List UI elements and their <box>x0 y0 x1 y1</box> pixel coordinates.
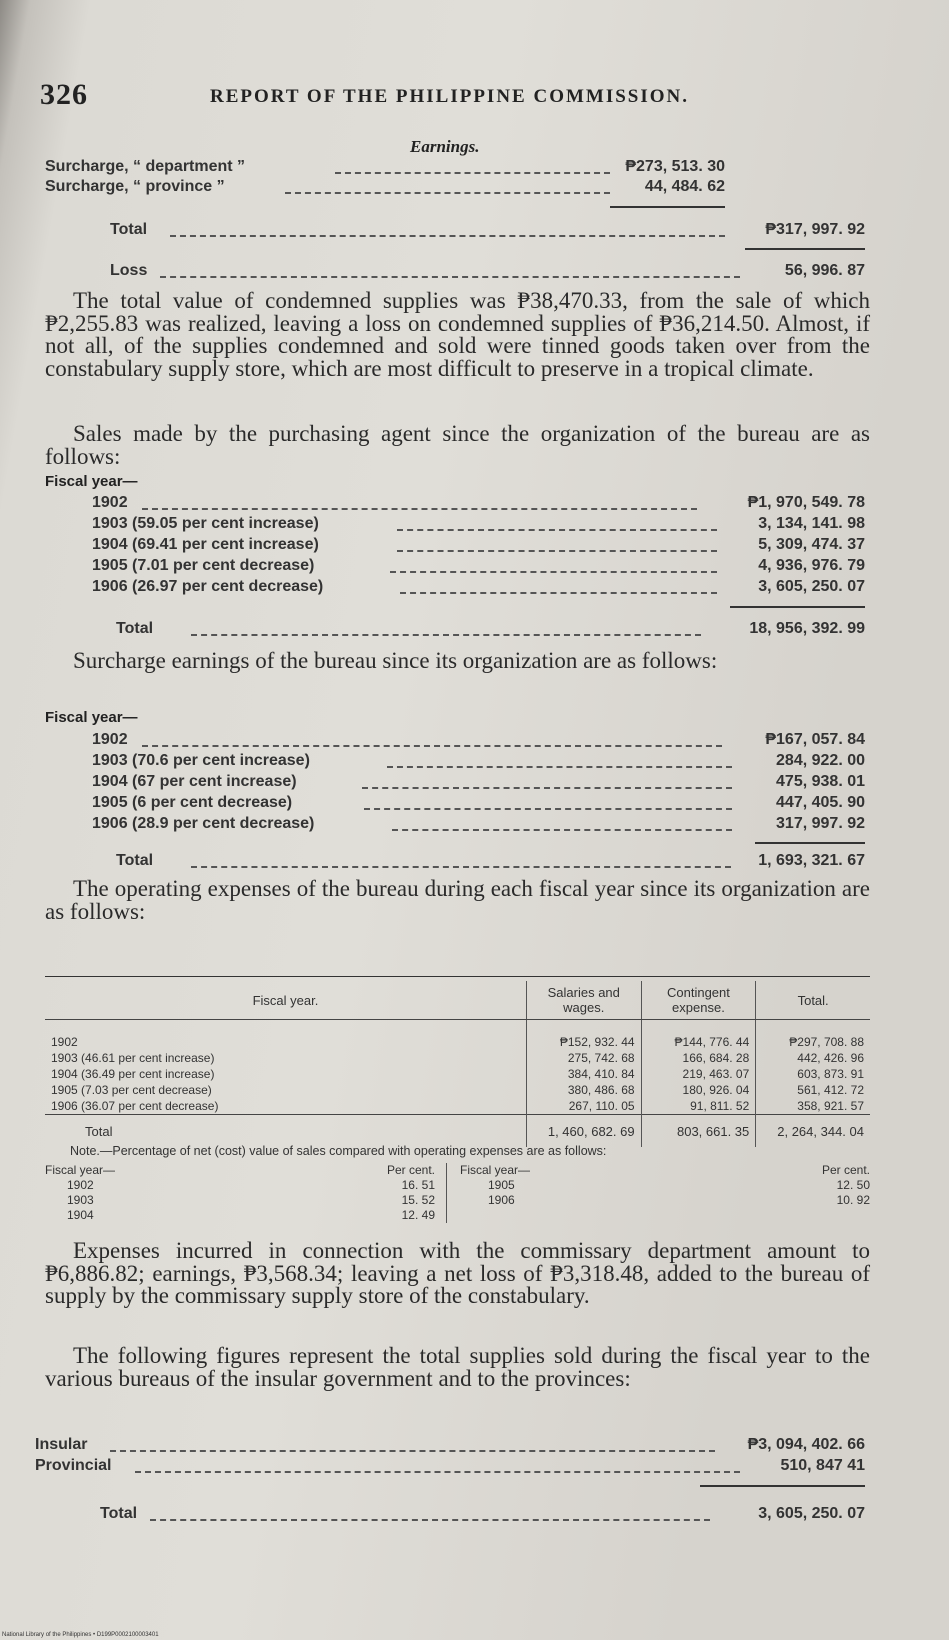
leader-dots <box>362 787 732 789</box>
earnings-total-row <box>110 221 865 243</box>
surcharge-row: 1903 (70.6 per cent increase) 284, 922. 00 <box>92 752 865 769</box>
leader-dots <box>191 634 701 636</box>
sum-rule <box>730 606 865 608</box>
surcharge-row: 1902 ₱167, 057. 84 <box>92 731 865 748</box>
sales-row: 1903 (59.05 per cent increase) 3, 134, 141. 98 <box>92 515 865 532</box>
fiscal-year-label: Fiscal year— <box>45 473 138 490</box>
total-value: ₱317, 997. 92 <box>765 221 865 238</box>
loss-value: 56, 996. 87 <box>784 262 865 279</box>
column-header-total: Total. <box>756 981 870 1020</box>
sales-row: 1904 (69.41 per cent increase) 5, 309, 474. 37 <box>92 536 865 553</box>
earnings-caption: Earnings. <box>410 137 480 156</box>
earnings-row <box>45 178 725 200</box>
supplies-row: Provincial 510, 847 41 <box>35 1457 865 1474</box>
scan-footer: National Library of the Philippines • D199P0002100003401 <box>2 1632 159 1638</box>
leader-dots <box>397 529 717 531</box>
note-divider <box>446 1163 447 1223</box>
paragraph-supplies-sold-intro: The following figures represent the total supplies sold during the fiscal year to the various bureaus of the insular government and to the provinces: <box>45 1343 870 1391</box>
loss-label: Loss <box>110 262 148 279</box>
paragraph-operating-expenses-intro: The operating expenses of the bureau during each fiscal year since its organization are as follows: <box>45 876 870 924</box>
table-total-row: Total 1, 460, 682. 69 803, 661. 35 2, 264, 344. 04 <box>45 1115 870 1148</box>
leader-dots <box>335 172 610 174</box>
earnings-label: Surcharge, “ province ” <box>45 178 225 195</box>
earnings-value: 44, 484. 62 <box>644 178 725 195</box>
table-row: 1904 (36.49 per cent increase) 384, 410. 84 219, 463. 07 603, 873. 91 <box>45 1066 870 1082</box>
paragraph-condemned-supplies: The total value of condemned supplies was ₱38,470.33, from the sale of which ₱2,255.83 was realized, leaving a loss on condemned supplies of ₱36,214.50. Almost, if not all, of the supplies condemned and sold were tinned goods taken over from the constabulary supply store, which are most difficult to preserve in a tropical climate. <box>45 288 870 381</box>
surcharge-row: 1904 (67 per cent increase) 475, 938. 01 <box>92 773 865 790</box>
leader-dots <box>364 808 732 810</box>
table-top-rule <box>45 976 870 977</box>
leader-dots <box>397 550 717 552</box>
column-header-contingent: Contingent expense. <box>641 981 756 1020</box>
leader-dots <box>392 829 732 831</box>
page-header <box>40 78 910 118</box>
leader-dots <box>142 508 697 510</box>
leader-dots <box>135 1471 740 1473</box>
sum-rule <box>700 1485 865 1487</box>
leader-dots <box>390 571 717 573</box>
table-note: Note.—Percentage of net (cost) value of sales compared with operating expenses are as follows: <box>70 1144 607 1158</box>
paragraph-commissary: Expenses incurred in connection with the commissary department amount to ₱6,886.82; earnings, ₱3,568.34; leaving a net loss of ₱3,318.48, added to the bureau of supply by the commissary supply store of the constabulary. <box>45 1238 870 1308</box>
earnings-row <box>45 158 725 180</box>
sum-rule <box>745 248 865 250</box>
sales-row: 1906 (26.97 per cent decrease) 3, 605, 250. 07 <box>92 578 865 595</box>
leader-dots <box>285 192 610 194</box>
leader-dots <box>387 766 732 768</box>
leader-dots <box>160 276 740 278</box>
surcharge-total-row: Total 1, 693, 321. 67 <box>116 852 865 869</box>
sum-rule <box>610 206 725 208</box>
earnings-value: ₱273, 513. 30 <box>625 158 725 175</box>
leader-dots <box>170 235 725 237</box>
operating-expenses-table <box>45 981 870 1147</box>
sum-rule <box>755 842 865 844</box>
table-row: 1905 (7.03 per cent decrease) 380, 486. 68 180, 926. 04 561, 412. 72 <box>45 1082 870 1098</box>
loss-row <box>110 262 865 284</box>
supplies-total-row: Total 3, 605, 250. 07 <box>100 1505 865 1522</box>
fiscal-year-label: Fiscal year— <box>45 709 138 726</box>
table-header-row <box>45 981 870 1020</box>
leader-dots <box>142 745 722 747</box>
leader-dots <box>150 1519 710 1521</box>
sales-row: 1905 (7.01 per cent decrease) 4, 936, 976. 79 <box>92 557 865 574</box>
total-label: Total <box>110 221 148 238</box>
leader-dots <box>110 1450 715 1452</box>
sales-row: 1902 ₱1, 970, 549. 78 <box>92 494 865 511</box>
note-left-column: Fiscal year— Per cent. 1902 16. 51 1903 15. 52 1904 12. 49 <box>45 1163 435 1222</box>
table-row: 1902 ₱152, 932. 44 ₱144, 776. 44 ₱297, 708. 88 <box>45 1020 870 1051</box>
column-header-salaries: Salaries and wages. <box>526 981 641 1020</box>
paragraph-surcharge-intro: Surcharge earnings of the bureau since its organization are as follows: <box>73 648 718 673</box>
table-row: 1906 (36.07 per cent decrease) 267, 110. 05 91, 811. 52 358, 921. 57 <box>45 1098 870 1115</box>
leader-dots <box>191 866 731 868</box>
leader-dots <box>400 592 717 594</box>
surcharge-row: 1906 (28.9 per cent decrease) 317, 997. 92 <box>92 815 865 832</box>
note-right-column: Fiscal year— Per cent. 1905 12. 50 1906 10. 92 <box>460 1163 870 1207</box>
supplies-row: Insular ₱3, 094, 402. 66 <box>35 1436 865 1453</box>
paragraph-sales-intro: Sales made by the purchasing agent since the organization of the bureau are as follows: <box>45 421 870 469</box>
surcharge-row: 1905 (6 per cent decrease) 447, 405. 90 <box>92 794 865 811</box>
sales-total-row: Total 18, 956, 392. 99 <box>116 620 865 637</box>
running-title: REPORT OF THE PHILIPPINE COMMISSION. <box>210 86 690 107</box>
column-header-fiscal-year: Fiscal year. <box>45 981 526 1020</box>
page-number: 326 <box>40 78 88 111</box>
table-row: 1903 (46.61 per cent increase) 275, 742. 68 166, 684. 28 442, 426. 96 <box>45 1050 870 1066</box>
earnings-label: Surcharge, “ department ” <box>45 158 246 175</box>
